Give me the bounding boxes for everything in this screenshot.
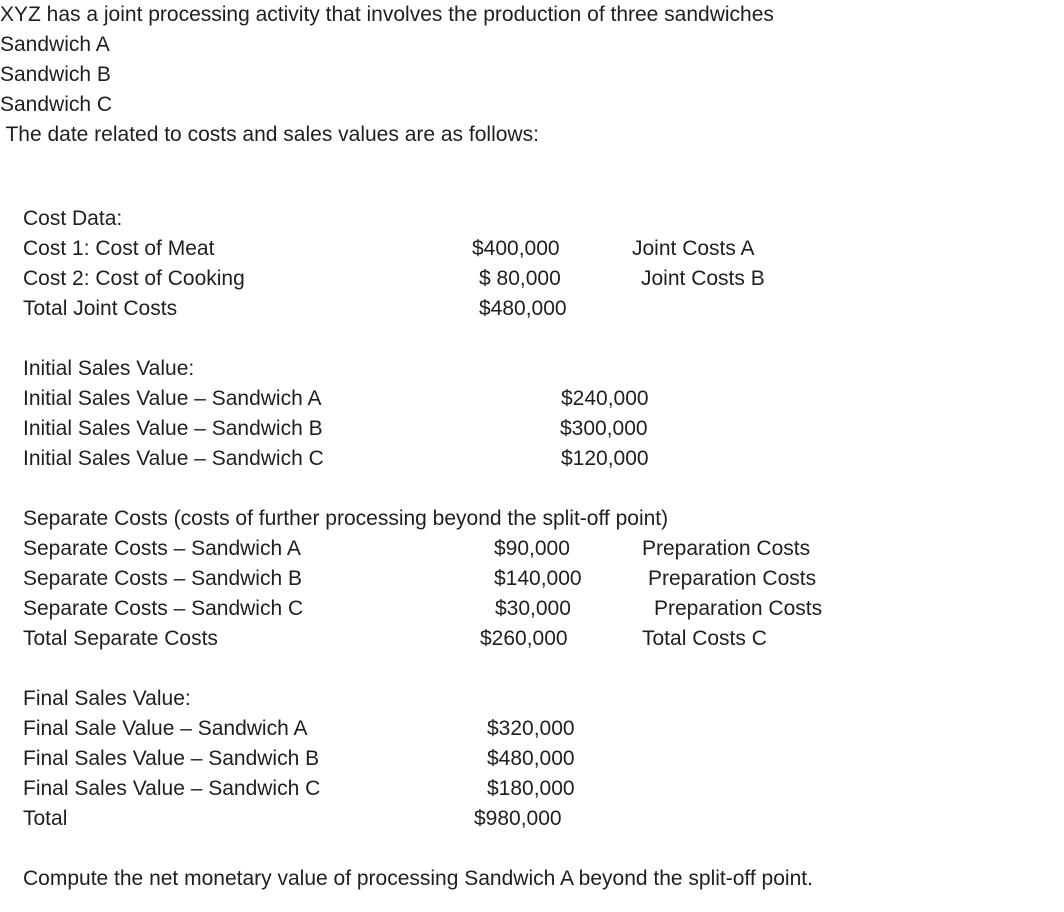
intro-line: XYZ has a joint processing activity that involves the production of three sandwiches (0, 3, 774, 26)
initial-sales-value: $120,000 (561, 447, 649, 470)
separate-cost-note: Preparation Costs (648, 567, 817, 590)
final-sales-value: $980,000 (474, 807, 562, 830)
cost-row-value: $ 80,000 (479, 267, 561, 290)
final-sales-value: $180,000 (487, 777, 575, 800)
initial-sales-value: $300,000 (560, 417, 648, 440)
final-sales-label: Final Sales Value – Sandwich C (23, 777, 321, 800)
cost-row-label: Cost 1: Cost of Meat (23, 237, 215, 260)
initial-sales-label: Initial Sales Value – Sandwich B (23, 417, 323, 440)
final-sales-label: Final Sale Value – Sandwich A (23, 717, 308, 740)
final-sales-value: $320,000 (487, 717, 575, 740)
separate-cost-value: $90,000 (494, 537, 570, 560)
final-sales-label: Final Sales Value – Sandwich B (23, 747, 320, 770)
separate-cost-label: Separate Costs – Sandwich B (23, 567, 302, 590)
data-note: The date related to costs and sales values are as follows: (0, 123, 539, 146)
sandwich-item: Sandwich B (0, 63, 111, 86)
sandwich-item: Sandwich C (0, 93, 113, 116)
question-text: Compute the net monetary value of processing Sandwich A beyond the split-off point. (23, 867, 813, 890)
cost-data-heading: Cost Data: (23, 207, 123, 230)
initial-sales-label: Initial Sales Value – Sandwich C (23, 447, 324, 470)
separate-costs-heading: Separate Costs (costs of further processing beyond the split-off point) (23, 507, 669, 530)
separate-cost-label: Separate Costs – Sandwich A (23, 537, 301, 560)
final-sales-value: $480,000 (487, 747, 575, 770)
cost-row-label: Cost 2: Cost of Cooking (23, 267, 245, 290)
cost-row-label: Total Joint Costs (23, 297, 178, 320)
initial-sales-value: $240,000 (561, 387, 649, 410)
separate-cost-value: $30,000 (495, 597, 571, 620)
separate-cost-note: Preparation Costs (654, 597, 823, 620)
intro-block (0, 0, 1064, 150)
separate-cost-label: Total Separate Costs (23, 627, 218, 650)
cost-row-note: Joint Costs A (632, 237, 755, 260)
separate-cost-label: Separate Costs – Sandwich C (23, 597, 304, 620)
separate-cost-note: Total Costs C (642, 627, 767, 650)
final-sales-heading: Final Sales Value: (23, 687, 191, 710)
cost-row-note: Joint Costs B (641, 267, 765, 290)
cost-row-value: $480,000 (479, 297, 567, 320)
initial-sales-label: Initial Sales Value – Sandwich A (23, 387, 322, 410)
final-sales-label: Total (23, 807, 68, 830)
cost-row-value: $400,000 (472, 237, 560, 260)
sandwich-item: Sandwich A (0, 33, 110, 56)
separate-cost-note: Preparation Costs (642, 537, 811, 560)
separate-cost-value: $260,000 (480, 627, 568, 650)
separate-cost-value: $140,000 (494, 567, 582, 590)
initial-sales-heading: Initial Sales Value: (23, 357, 195, 380)
